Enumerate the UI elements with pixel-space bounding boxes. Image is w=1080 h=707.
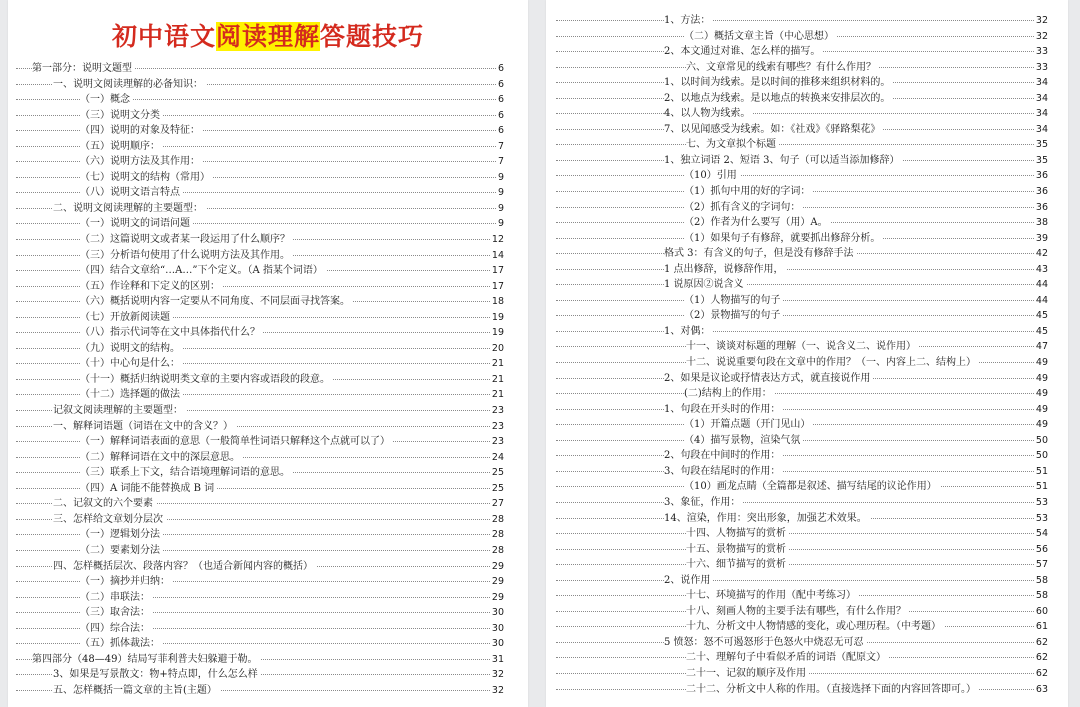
toc-entry-page-number: 43 [1034,262,1048,278]
toc-entry[interactable] [8,279,528,295]
toc-entry-page-number: 36 [1034,184,1048,200]
toc-entry-page-number: 51 [1034,479,1048,495]
toc-entry-page-number: 47 [1034,339,1048,355]
toc-entry-page-number: 27 [490,496,504,512]
toc-entry[interactable] [8,310,528,326]
toc-entry[interactable] [546,464,1068,480]
dot-leader [556,315,1048,316]
title-highlight: 阅读理解 [215,22,320,51]
toc-entry-label: 二十二、分析文中人称的作用。（直接选择下面的内容回答即可。） [686,682,979,698]
toc-entry-label: 第一部分：说明文题型 [32,61,135,77]
toc-entry-label: 2、句段在中间时的作用： [664,448,783,464]
toc-entry-page-number: 6 [496,108,504,124]
toc-entry[interactable] [546,29,1068,45]
toc-entry[interactable] [546,231,1068,247]
toc-entry-page-number: 58 [1034,573,1048,589]
dot-leader [556,144,1048,145]
toc-entry[interactable] [546,417,1068,433]
toc-entry[interactable] [546,293,1068,309]
toc-entry-page-number: 20 [490,341,504,357]
toc-entry-label: （三）分析语句使用了什么说明方法及其作用。 [80,248,293,264]
toc-entry[interactable] [546,355,1068,371]
dot-leader [556,269,1048,270]
toc-entry-page-number: 54 [1034,526,1048,542]
toc-entry-page-number: 49 [1034,355,1048,371]
toc-entry-page-number: 30 [490,621,504,637]
toc-entry-label: （二）要素划分法 [80,543,163,559]
toc-entry[interactable] [8,527,528,543]
toc-entry-page-number: 30 [490,636,504,652]
toc-entry[interactable] [546,60,1068,76]
toc-entry[interactable] [546,448,1068,464]
toc-entry[interactable] [8,92,528,108]
toc-entry-label: 记叙文阅读理解的主要题型： [53,403,186,419]
toc-entry[interactable] [546,215,1068,231]
toc-entry-label: 1、方法： [664,13,713,29]
toc-entry[interactable] [8,590,528,606]
toc-entry-page-number: 21 [490,372,504,388]
toc-entry-label: （七）开放新阅读题 [80,310,173,326]
toc-entry-page-number: 7 [496,139,504,155]
toc-entry[interactable] [546,542,1068,558]
toc-entry[interactable] [8,683,528,699]
toc-entry-page-number: 17 [490,263,504,279]
toc-entry[interactable] [546,13,1068,29]
toc-entry-page-number: 49 [1034,386,1048,402]
toc-entry[interactable] [8,481,528,497]
toc-entry-label: （2）作者为什么要写（用）A。 [684,215,831,231]
toc-entry[interactable] [8,387,528,403]
dot-leader [556,113,1048,114]
toc-entry-label: （四）说明的对象及特征： [80,123,203,139]
dot-leader [556,300,1048,301]
toc-entry-label: 十七、环境描写的作用（配中考练习） [686,588,859,604]
toc-entry-label: （四）综合法： [80,621,153,637]
toc-entry[interactable] [8,621,528,637]
toc-entry[interactable] [8,170,528,186]
toc-entry[interactable] [8,636,528,652]
toc-entry-label: 三、怎样给文章划分层次 [53,512,166,528]
toc-entry-page-number: 56 [1034,542,1048,558]
toc-entry-page-number: 49 [1034,402,1048,418]
toc-entry-page-number: 29 [490,574,504,590]
toc-entry-label: （一）解释词语表面的意思（一般简单性词语只解释这个点就可以了） [80,434,393,450]
dot-leader [556,393,1048,394]
toc-entry-page-number: 50 [1034,433,1048,449]
toc-entry-page-number: 32 [1034,29,1048,45]
toc-entry-label: （五）说明顺序： [80,139,163,155]
toc-entry-page-number: 34 [1034,106,1048,122]
toc-entry[interactable] [546,168,1068,184]
toc-entry-label: 六、文章常见的线索有哪些？有什么作用？ [686,60,879,76]
toc-entry[interactable] [8,356,528,372]
toc-entry-label: 二、记叙文的六个要素 [53,496,156,512]
dot-leader [556,175,1048,176]
toc-entry-page-number: 32 [490,667,504,683]
toc-entry-label: （二）概括文章主旨（中心思想） [684,29,837,45]
toc-entry[interactable] [546,619,1068,635]
toc-entry-label: （2）抓有含义的字词句： [684,200,803,216]
toc-entry-label: （10）画龙点睛（全篇都是叙述、描写结尾的议论作用） [684,479,940,495]
toc-entry-label: 十八、刻画人物的主要手法有哪些，有什么作用？ [686,604,909,620]
toc-entry-label: （四）A 词能不能替换成 B 词 [80,481,217,497]
toc-entry[interactable] [546,386,1068,402]
toc-entry[interactable] [546,246,1068,262]
toc-entry-label: 7、以见闻感受为线索。如：《社戏》《驿路梨花》 [664,122,883,138]
toc-entry[interactable] [8,341,528,357]
toc-entry[interactable] [546,44,1068,60]
toc-entry-label: 五、怎样概括一篇文章的主旨(主题） [53,683,220,699]
toc-entry[interactable] [546,75,1068,91]
toc-entry-label: （2）景物描写的句子 [684,308,783,324]
toc-entry-label: 二十一、记叙的顺序及作用 [686,666,809,682]
toc-entry-page-number: 42 [1034,246,1048,262]
toc-entry[interactable] [546,262,1068,278]
toc-entry-page-number: 30 [490,605,504,621]
toc-entry-label: 3、句段在结尾时的作用： [664,464,783,480]
toc-entry-label: （三）联系上下文，结合语境理解词语的意思。 [80,465,293,481]
document-title [8,16,528,58]
toc-entry-page-number: 29 [490,590,504,606]
toc-entry-label: 二十、理解句子中看似矛盾的词语（配原文） [686,650,889,666]
dot-leader [556,549,1048,550]
toc-entry[interactable] [546,573,1068,589]
toc-entry-label: （1）人物描写的句子 [684,293,783,309]
toc-entry-label: 二、说明文阅读理解的主要题型： [53,201,206,217]
toc-entry-page-number: 29 [490,559,504,575]
toc-entry[interactable] [546,200,1068,216]
dot-leader [556,284,1048,285]
toc-entry-page-number: 14 [490,248,504,264]
toc-entry-label: （10）引用 [684,168,740,184]
right-document-page [546,0,1068,707]
toc-entry-label: （二）串联法： [80,590,153,606]
toc-entry-label: 1、句段在开头时的作用： [664,402,783,418]
toc-entry-label: 4、以人物为线索。 [664,106,753,122]
toc-entry-page-number: 18 [490,294,504,310]
toc-entry-page-number: 53 [1034,495,1048,511]
toc-entry-page-number: 36 [1034,200,1048,216]
dot-leader [556,502,1048,503]
toc-entry[interactable] [546,495,1068,511]
toc-entry-label: 四、怎样概括层次、段落内容？（也适合新闻内容的概括） [53,559,316,575]
toc-entry[interactable] [546,650,1068,666]
toc-entry-label: （一）概念 [80,92,133,108]
toc-entry-label: 2、本文通过对谁、怎么样的描写。 [664,44,823,60]
toc-entry[interactable] [8,496,528,512]
dot-leader [556,471,1048,472]
toc-entry-page-number: 34 [1034,122,1048,138]
toc-entry-label: （八）说明文语言特点 [80,185,183,201]
toc-entry-label: 格式 3：有含义的句子，但是没有修辞手法 [664,246,857,262]
toc-entry-page-number: 62 [1034,635,1048,651]
toc-entry-label: （二）解释词语在文中的深层意思。 [80,450,243,466]
toc-entry-page-number: 33 [1034,44,1048,60]
dot-leader [556,331,1048,332]
dot-leader [556,580,1048,581]
toc-entry-label: 十六、细节描写的赏析 [686,557,789,573]
toc-entry-label: 3、如果是写景散文：物+特点即，什么怎么样 [53,667,261,683]
toc-entry[interactable] [546,137,1068,153]
toc-entry-page-number: 49 [1034,417,1048,433]
toc-entry-page-number: 6 [496,123,504,139]
toc-entry-page-number: 23 [490,434,504,450]
toc-entry-label: （1）抓句中用的好的字词： [684,184,813,200]
toc-list-left [8,61,528,698]
toc-entry-label: 1、对偶： [664,324,713,340]
toc-entry-label: 1、以时间为线索。是以时间的推移来组织材料的。 [664,75,893,91]
toc-entry-page-number: 33 [1034,60,1048,76]
toc-entry-page-number: 9 [496,170,504,186]
toc-entry-page-number: 57 [1034,557,1048,573]
toc-entry[interactable] [546,604,1068,620]
toc-entry-label: 3、象征，作用： [664,495,743,511]
toc-entry-page-number: 28 [490,512,504,528]
toc-entry-page-number: 45 [1034,324,1048,340]
toc-entry[interactable] [8,605,528,621]
toc-entry[interactable] [546,184,1068,200]
toc-entry[interactable] [8,123,528,139]
toc-entry[interactable] [546,308,1068,324]
toc-entry[interactable] [8,543,528,559]
toc-entry-label: （1）如果句子有修辞，就要抓出修辞分析。 [684,231,883,247]
toc-entry-page-number: 7 [496,154,504,170]
toc-entry[interactable] [546,277,1068,293]
toc-entry[interactable] [546,402,1068,418]
toc-entry-page-number: 23 [490,419,504,435]
toc-entry[interactable] [8,419,528,435]
toc-entry-page-number: 19 [490,325,504,341]
toc-entry-page-number: 9 [496,201,504,217]
toc-entry-page-number: 51 [1034,464,1048,480]
toc-entry-page-number: 35 [1034,137,1048,153]
toc-entry[interactable] [546,588,1068,604]
toc-entry-label: （七）说明文的结构（常用） [80,170,213,186]
toc-entry-label: 2、如果是议论或抒情表达方式，就直接说作用 [664,371,873,387]
toc-entry-page-number: 58 [1034,588,1048,604]
toc-entry-page-number: 35 [1034,153,1048,169]
toc-entry[interactable] [546,479,1068,495]
dot-leader [556,409,1048,410]
toc-entry-label: 十五、景物描写的赏析 [686,542,789,558]
toc-entry-page-number: 9 [496,185,504,201]
toc-entry-page-number: 12 [490,232,504,248]
toc-entry-label: 一、说明文阅读理解的必备知识： [53,77,206,93]
toc-entry-label: 14、渲染，作用：突出形象，加强艺术效果。 [664,511,870,527]
toc-entry-label: 十四、人物描写的赏析 [686,526,789,542]
toc-entry-label: (二)结构上的作用： [684,386,775,402]
toc-entry-page-number: 62 [1034,650,1048,666]
toc-entry-page-number: 25 [490,481,504,497]
toc-entry-page-number: 6 [496,61,504,77]
toc-entry[interactable] [546,371,1068,387]
toc-entry-page-number: 39 [1034,231,1048,247]
toc-entry-label: 一、解释词语题（词语在文中的含义？） [53,419,236,435]
toc-entry[interactable] [546,682,1068,698]
toc-entry-page-number: 38 [1034,215,1048,231]
toc-entry[interactable] [8,216,528,232]
toc-entry-page-number: 24 [490,450,504,466]
toc-entry-label: 十二、说说重要句段在文章中的作用？（一、内容上二、结构上） [686,355,979,371]
toc-entry[interactable] [546,324,1068,340]
toc-entry-label: 十一、谈谈对标题的理解（一、说含义二、说作用） [686,339,919,355]
toc-entry[interactable] [8,512,528,528]
toc-entry[interactable] [546,106,1068,122]
toc-entry[interactable] [8,403,528,419]
dot-leader [556,533,1048,534]
toc-entry-label: （八）指示代词等在文中具体指代什么？ [80,325,263,341]
toc-entry-label: （一）摘抄并归纳： [80,574,173,590]
toc-entry[interactable] [546,339,1068,355]
toc-entry-page-number: 23 [490,403,504,419]
toc-entry[interactable] [8,61,528,77]
toc-entry[interactable] [546,666,1068,682]
toc-entry-page-number: 62 [1034,666,1048,682]
toc-entry-page-number: 44 [1034,277,1048,293]
toc-entry-label: （4）描写景物，渲染气氛 [684,433,803,449]
toc-entry-page-number: 9 [496,216,504,232]
toc-entry-label: 1、独立词语 2、短语 3、句子（可以适当添加修辞） [664,153,902,169]
toc-entry-page-number: 28 [490,527,504,543]
toc-entry-label: （六）说明方法及其作用： [80,154,203,170]
toc-entry-page-number: 32 [1034,13,1048,29]
toc-entry-label: 5 愤怒：怒不可遏怒形于色怒火中烧忍无可忍 [664,635,867,651]
toc-entry[interactable] [546,153,1068,169]
toc-entry-page-number: 61 [1034,619,1048,635]
toc-entry-label: （九）说明文的结构。 [80,341,183,357]
toc-entry[interactable] [8,450,528,466]
toc-entry-label: 第四部分（48—49）结局写菲利普夫妇躲避于勒。 [32,652,260,668]
toc-entry[interactable] [8,434,528,450]
toc-entry-page-number: 60 [1034,604,1048,620]
toc-entry[interactable] [8,232,528,248]
toc-entry-page-number: 44 [1034,293,1048,309]
toc-entry-label: （一）说明文的词语问题 [80,216,193,232]
toc-entry-label: （十一）概括归纳说明类文章的主要内容或语段的段意。 [80,372,333,388]
toc-entry-page-number: 17 [490,279,504,295]
toc-entry-page-number: 36 [1034,168,1048,184]
toc-entry-label: 1 说原因②说含义 [664,277,747,293]
toc-entry[interactable] [8,201,528,217]
toc-entry-label: 2、说作用 [664,573,713,589]
toc-entry-page-number: 6 [496,92,504,108]
left-document-page [8,0,528,707]
title-prefix: 初中语文 [111,22,216,51]
toc-entry-page-number: 63 [1034,682,1048,698]
toc-entry-label: （三）取舍法： [80,605,153,621]
toc-entry-page-number: 21 [490,356,504,372]
toc-entry[interactable] [546,122,1068,138]
toc-entry-label: （六）概括说明内容一定要从不同角度、不同层面寻找答案。 [80,294,353,310]
toc-entry-label: 七、为文章拟个标题 [686,137,779,153]
dot-leader [556,564,1048,565]
toc-entry[interactable] [546,557,1068,573]
toc-list-right [546,13,1068,697]
toc-entry-page-number: 28 [490,543,504,559]
toc-entry-label: 1 点出修辞，说修辞作用， [664,262,787,278]
toc-entry[interactable] [8,77,528,93]
toc-entry-label: （三）说明文分类 [80,108,163,124]
dot-leader [556,20,1048,21]
toc-entry-label: （十二）选择题的做法 [80,387,183,403]
toc-entry[interactable] [8,263,528,279]
toc-entry-page-number: 34 [1034,75,1048,91]
toc-entry[interactable] [8,185,528,201]
toc-entry-page-number: 50 [1034,448,1048,464]
toc-entry-label: 十九、分析文中人物情感的变化，或心理历程。（中考题） [686,619,944,635]
dot-leader [556,455,1048,456]
toc-entry[interactable] [546,433,1068,449]
toc-entry-page-number: 32 [490,683,504,699]
toc-entry-page-number: 34 [1034,91,1048,107]
toc-entry-label: （二）这篇说明文或者某一段运用了什么顺序？ [80,232,293,248]
toc-entry-page-number: 6 [496,77,504,93]
toc-entry[interactable] [8,667,528,683]
toc-entry[interactable] [8,108,528,124]
toc-entry-page-number: 45 [1034,308,1048,324]
toc-entry[interactable] [8,325,528,341]
toc-entry[interactable] [8,154,528,170]
toc-entry[interactable] [8,559,528,575]
toc-entry-label: （十）中心句是什么： [80,356,183,372]
title-suffix: 答题技巧 [320,22,425,51]
toc-entry[interactable] [8,574,528,590]
toc-entry[interactable] [8,248,528,264]
toc-entry-label: （五）作诠释和下定义的区别： [80,279,223,295]
toc-entry-page-number: 19 [490,310,504,326]
toc-entry[interactable] [546,91,1068,107]
toc-entry[interactable] [8,652,528,668]
toc-entry[interactable] [546,635,1068,651]
toc-entry[interactable] [8,139,528,155]
toc-entry[interactable] [8,372,528,388]
toc-entry[interactable] [8,465,528,481]
toc-entry-page-number: 25 [490,465,504,481]
toc-entry-label: （一）逻辑划分法 [80,527,163,543]
toc-entry-page-number: 31 [490,652,504,668]
toc-entry-label: 2、以地点为线索。是以地点的转换来安排层次的。 [664,91,893,107]
toc-entry-page-number: 53 [1034,511,1048,527]
toc-entry-label: （五）抓体裁法： [80,636,163,652]
toc-entry-page-number: 49 [1034,371,1048,387]
toc-entry[interactable] [8,294,528,310]
toc-entry[interactable] [546,526,1068,542]
toc-entry-label: （四）结合文章给“…A…”下个定义。（A 指某个词语） [80,263,326,279]
toc-entry-page-number: 21 [490,387,504,403]
toc-entry[interactable] [546,511,1068,527]
toc-entry-label: （1）开篇点题（开门见山） [684,417,813,433]
